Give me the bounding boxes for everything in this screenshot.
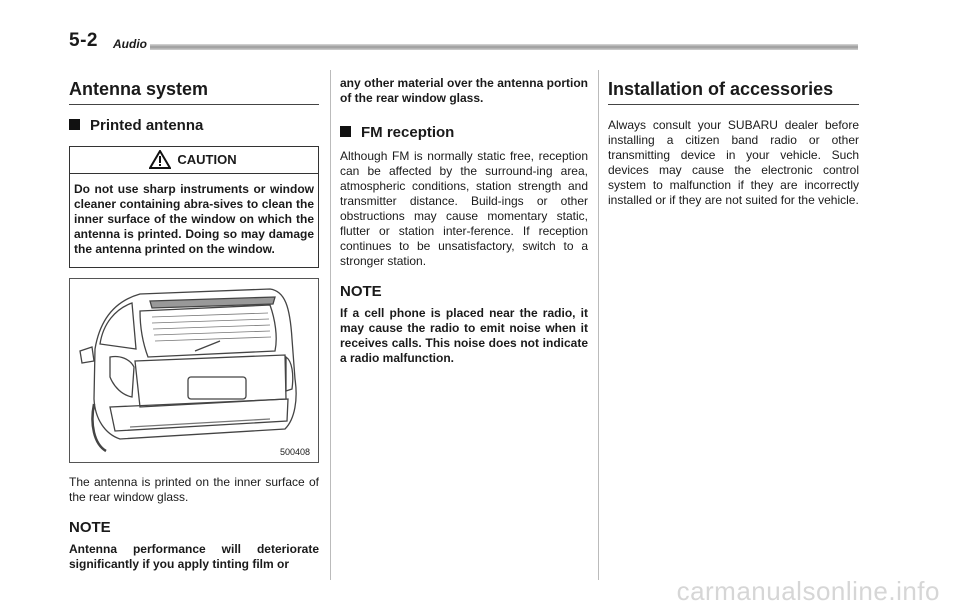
section-title: Audio xyxy=(113,37,147,51)
header-bar xyxy=(150,44,858,50)
page-number: 5-2 xyxy=(69,30,98,51)
fm-body-text: Although FM is normally static free, reception can be affected by the surround-ing area, atmospheric conditions, station strength and transmitter distance. Build-ings or other obstructions may cause momentary static, flutter or station inter-ference. If reception continues to be unsatisfactory, switch to a stronger station. xyxy=(340,149,588,268)
vehicle-rear-illustration xyxy=(70,279,318,462)
figure-code: 500408 xyxy=(279,447,310,457)
note-text: Antenna performance will deteriorate significantly if you apply tinting film or xyxy=(69,542,319,571)
square-bullet-icon xyxy=(69,119,80,130)
caution-label: CAUTION xyxy=(177,152,237,167)
column-1 xyxy=(69,70,319,572)
continued-note-text: any other material over the antenna portion of the rear window glass. xyxy=(340,76,588,105)
square-bullet-icon xyxy=(340,126,351,137)
heading-installation-of-accessories: Installation of accessories xyxy=(608,79,859,105)
caution-text: Do not use sharp instruments or window cleaner containing abra-sives to clean the inner surface of the window on which the antenna is printed. Doing so may damage the antenna printed on the window. xyxy=(74,182,314,256)
note-heading: NOTE xyxy=(340,283,382,300)
watermark: carmanualsonline.info xyxy=(676,576,940,606)
column-2 xyxy=(340,70,588,366)
note-text: If a cell phone is placed near the radio, it may cause the radio to emit noise when it receives calls. This noise does not indicate a radio malfunction. xyxy=(340,306,588,365)
subheading-printed-antenna xyxy=(69,117,319,134)
rear-window-figure xyxy=(69,278,319,463)
caution-body xyxy=(70,174,318,267)
subheading-text: Printed antenna xyxy=(90,117,204,134)
column-divider xyxy=(598,70,599,580)
column-divider xyxy=(330,70,331,580)
caution-box xyxy=(69,146,319,268)
accessories-body-text: Always consult your SUBARU dealer before installing a citizen band radio or other transmitting device in your vehicle. Such devices may cause the electronic control system to malfunction if they are incorrectly installed or if they are not suited for the vehicle. xyxy=(608,118,859,207)
heading-antenna-system: Antenna system xyxy=(69,79,319,105)
subheading-fm-reception xyxy=(340,124,588,141)
warning-triangle-icon xyxy=(149,150,171,169)
caution-header xyxy=(70,147,318,174)
note-heading: NOTE xyxy=(69,519,111,536)
column-3 xyxy=(608,70,859,208)
antenna-body-text: The antenna is printed on the inner surface of the rear window glass. xyxy=(69,475,319,504)
subheading-text: FM reception xyxy=(361,124,455,141)
